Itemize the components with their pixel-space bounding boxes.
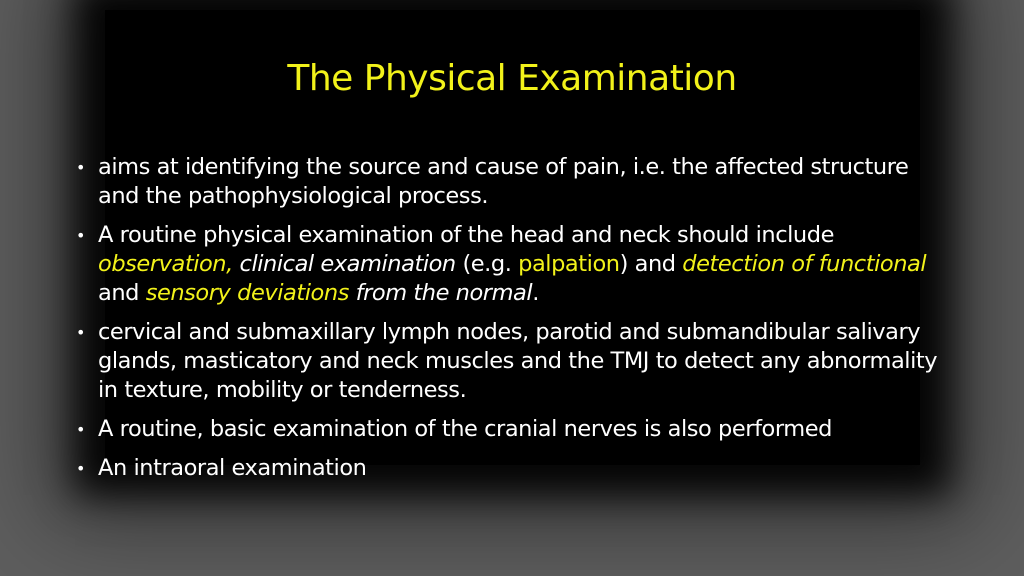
bullet-icon: • [76,420,85,439]
bullet-text-segment: . [532,280,539,306]
bullet-list [76,153,956,493]
bullet-icon: • [76,226,85,245]
bullet-text-segment: and [98,280,146,306]
bullet-item [76,454,956,483]
bullet-item [76,153,956,211]
slide-title: The Physical Examination [287,58,737,99]
bullet-text-segment [349,280,356,306]
bullet-text: A routine, basic examination of the cranial nerves is also performed [98,416,832,442]
emphasis-clinical-examination: clinical examination [239,251,456,277]
highlight-observation: observation [98,251,227,277]
bullet-text-segment: ) and [619,251,683,277]
bullet-item [76,221,956,308]
bullet-text-segment: , [226,251,240,277]
bullet-text: aims at identifying the source and cause of pain, i.e. the affected structure and the pathophysiological process. [98,154,909,209]
bullet-icon: • [76,459,85,478]
emphasis-from-the-normal: from the normal [355,280,533,306]
highlight-sensory-deviations: sensory deviations [145,280,349,306]
bullet-icon: • [76,323,85,342]
bullet-text: An intraoral examination [98,455,367,481]
bullet-item [76,415,956,444]
highlight-palpation: palpation [518,251,620,277]
bullet-text: cervical and submaxillary lymph nodes, parotid and submandibular salivary glands, masticatory and neck muscles and the TMJ to detect any abnormality in texture, mobility or tenderness. [98,319,938,403]
bullet-icon: • [76,158,85,177]
bullet-text-segment: (e.g. [455,251,519,277]
highlight-detection-of-functional: detection of functional [682,251,927,277]
bullet-text-segment: A routine physical examination of the head and neck should include [98,222,834,248]
bullet-item [76,318,956,405]
